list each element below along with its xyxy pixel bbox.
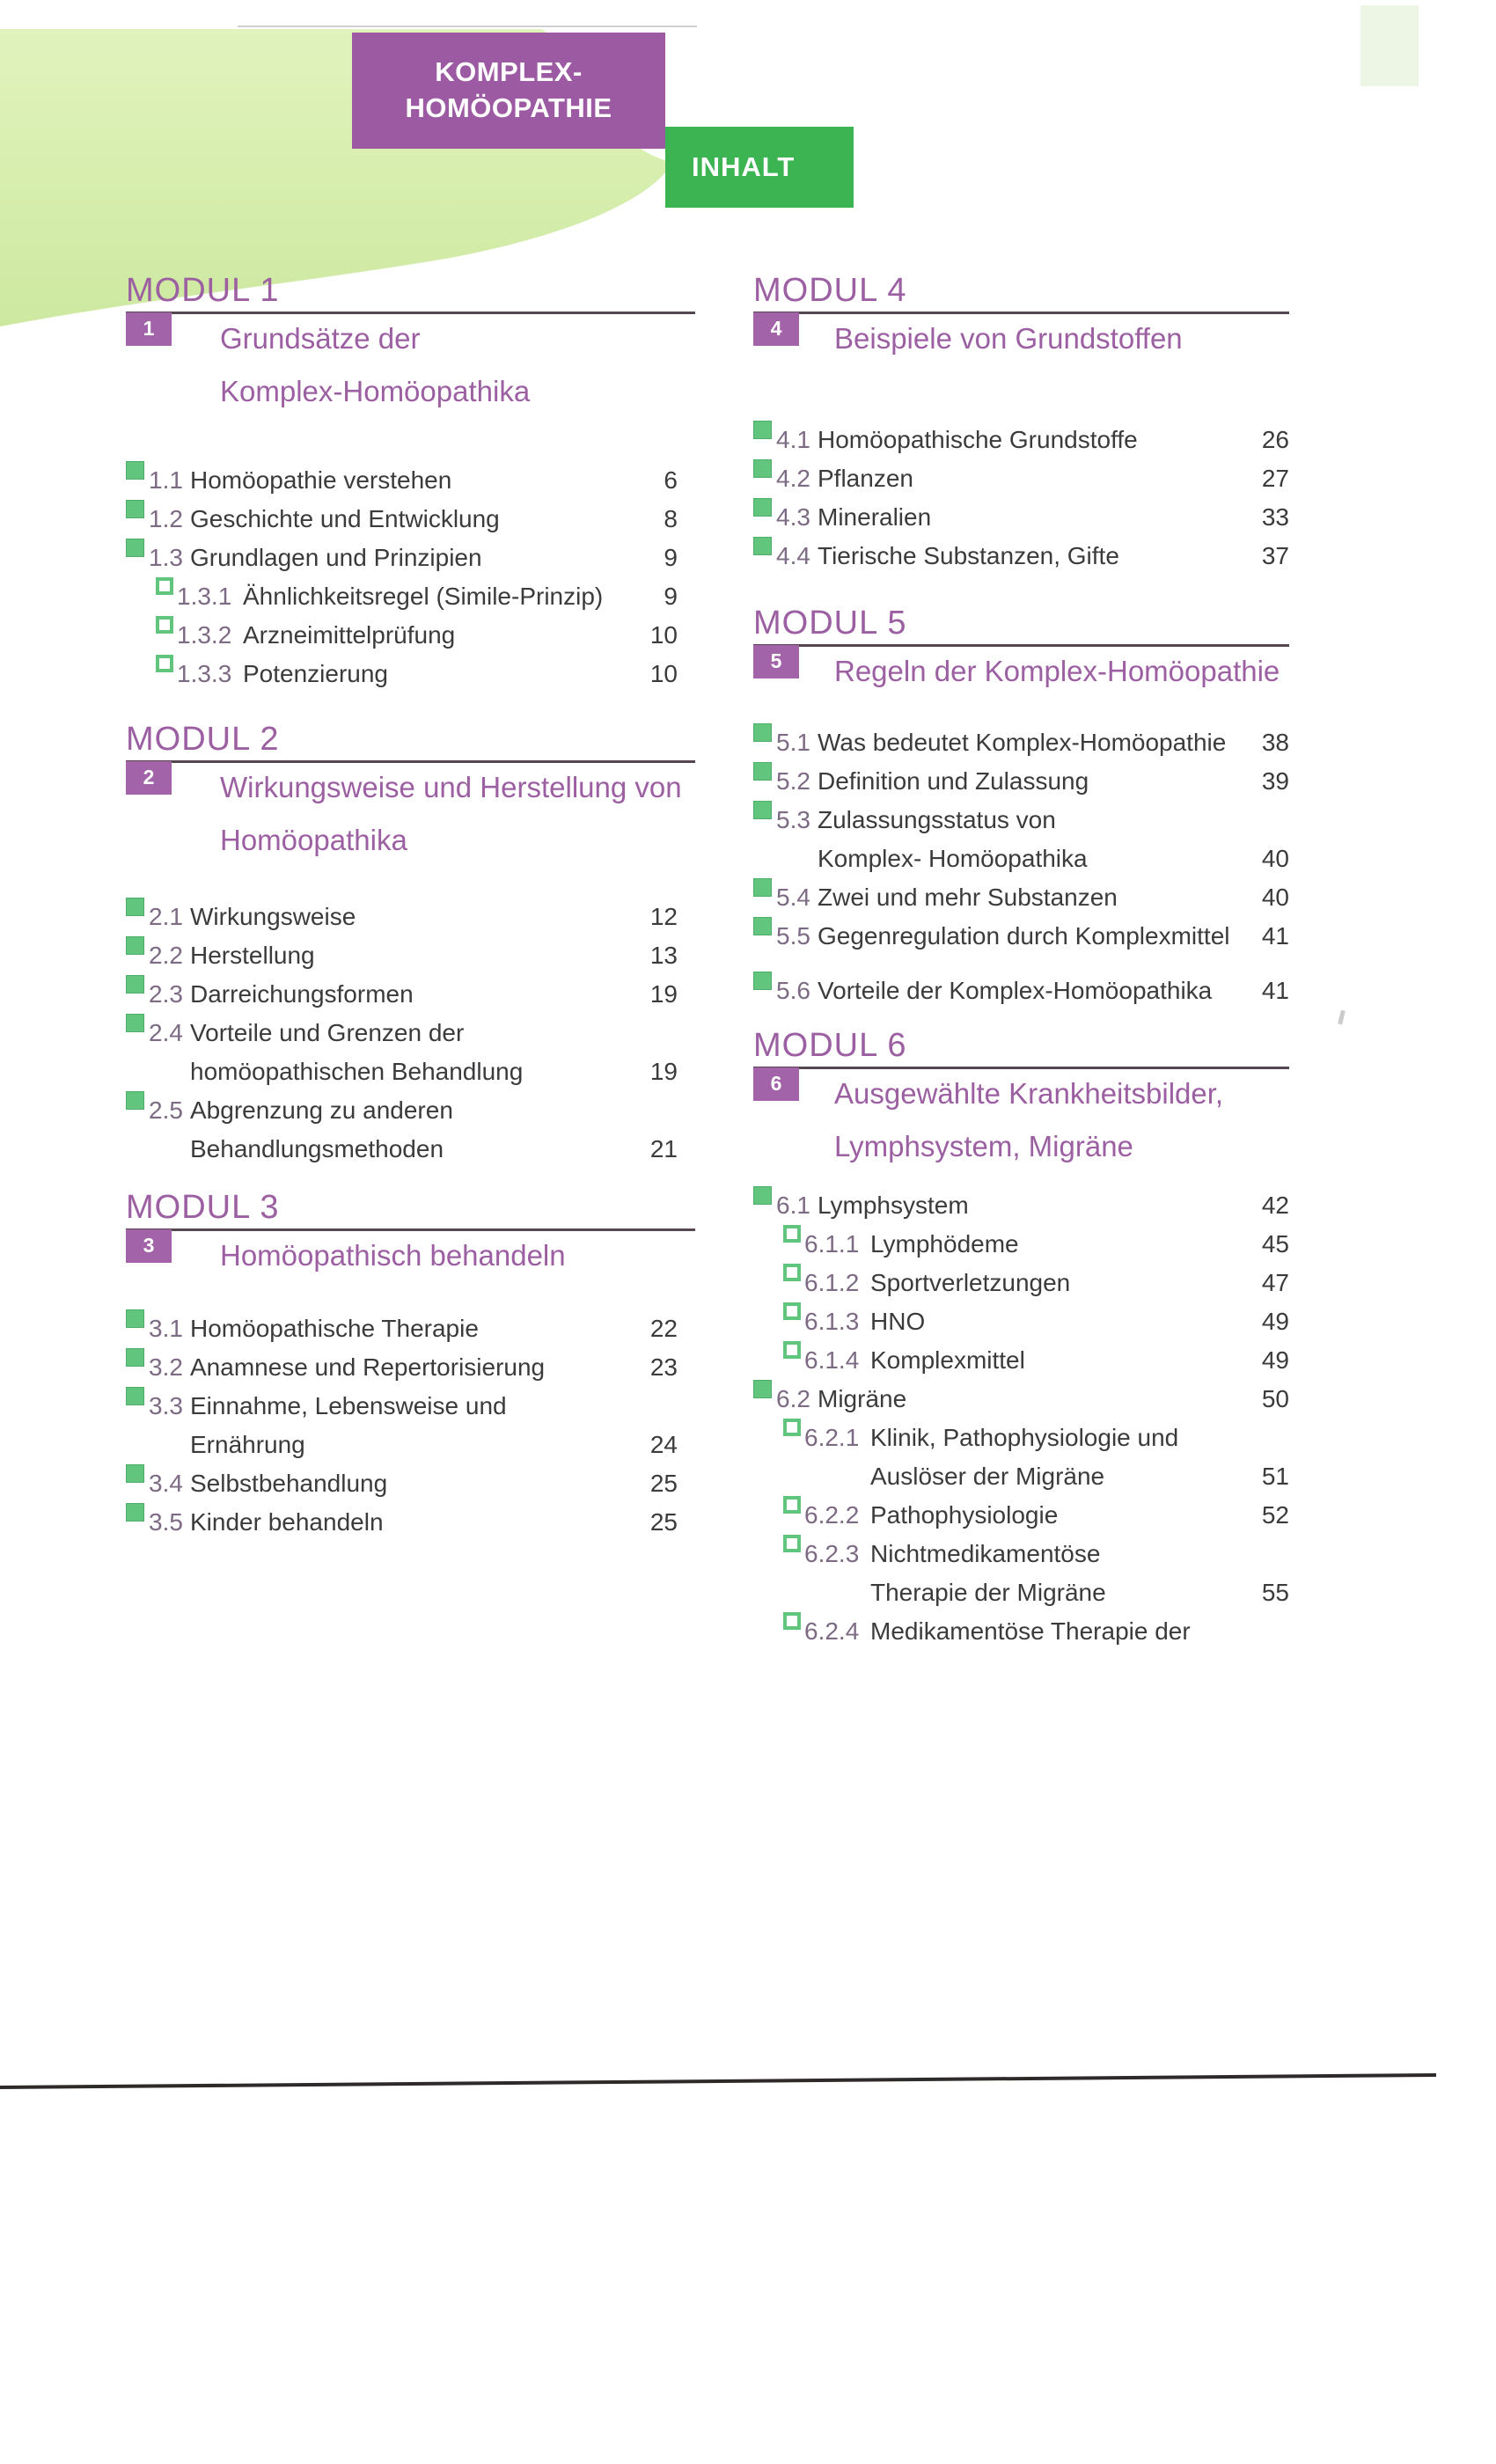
entry-text: Ernährung [190, 1431, 305, 1458]
entry-page-number: 10 [649, 660, 678, 687]
entry-text: Kinder behandeln [190, 1508, 384, 1536]
toc-row [753, 421, 1289, 459]
bullet-filled-icon [126, 461, 144, 480]
entry-number: 4.2 [776, 465, 810, 492]
bullet-filled-icon [753, 1380, 772, 1398]
module-number-badge: 1 [126, 312, 172, 346]
entry-page-number: 25 [649, 1508, 678, 1536]
entry-number: 6.1.1 [804, 1230, 860, 1258]
entry-text: Behandlungsmethoden [190, 1135, 444, 1162]
entry-text: Klinik, Pathophysiologie und [870, 1424, 1179, 1451]
entry-page-number: 40 [1261, 884, 1289, 911]
module-section [126, 721, 704, 1162]
bullet-filled-icon [753, 421, 772, 439]
module-title-line: Grundsätze der [220, 322, 421, 355]
entry-text: Zulassungsstatus von [818, 806, 1056, 833]
entry-text: Komplex- Homöopathika [818, 845, 1088, 872]
entry-number: 4.4 [776, 542, 810, 569]
entry-number: 1.3 [149, 544, 183, 571]
entry-page-number: 47 [1261, 1269, 1289, 1296]
module-title [220, 312, 530, 418]
bullet-open-icon [783, 1225, 801, 1243]
entry-number: 6.1.2 [804, 1269, 860, 1296]
toc-row [753, 1496, 1289, 1535]
entry-page-number: 39 [1261, 767, 1289, 795]
toc-row [753, 1612, 1289, 1651]
toc-row [753, 1264, 1289, 1302]
entry-number: 2.1 [149, 903, 183, 930]
module-title-line: Homöopathika [220, 824, 407, 856]
bullet-filled-icon [753, 723, 772, 742]
entry-text: Vorteile und Grenzen der [190, 1019, 465, 1046]
toc-row [753, 1341, 1289, 1380]
toc-row [753, 459, 1289, 498]
entry-number: 2.2 [149, 942, 183, 969]
toc-row [126, 539, 678, 577]
entry-page-number: 10 [649, 621, 678, 649]
module-number-badge: 5 [753, 645, 799, 678]
entry-text: Was bedeutet Komplex-Homöopathie [818, 729, 1227, 756]
entry-text: Homöopathische Therapie [190, 1315, 479, 1342]
entry-number: 4.1 [776, 426, 810, 453]
entry-text: Geschichte und Entwicklung [190, 505, 500, 532]
entry-text: Darreichungsformen [190, 980, 414, 1008]
bullet-filled-icon [753, 537, 772, 555]
entry-text: Mineralien [818, 503, 932, 531]
toc-row [126, 1130, 678, 1169]
entry-text: Lymphödeme [870, 1230, 1019, 1258]
entry-number: 1.3.1 [177, 583, 232, 610]
module-heading: MODUL 3 [126, 1190, 695, 1231]
entry-page-number: 45 [1261, 1230, 1289, 1258]
bullet-filled-icon [753, 498, 772, 517]
entry-number: 5.5 [776, 922, 810, 950]
entry-text: Anamnese und Repertorisierung [190, 1353, 546, 1381]
bullet-open-icon [783, 1264, 801, 1281]
bullet-filled-icon [753, 801, 772, 819]
toc-row [126, 577, 678, 616]
bullet-filled-icon [126, 1503, 144, 1522]
entry-text: Ähnlichkeitsregel (Simile-Prinzip) [243, 583, 604, 610]
entry-page-number: 9 [664, 583, 678, 610]
bottom-separator-line [0, 2066, 1496, 2096]
toc-row [126, 1464, 678, 1503]
entry-page-number: 42 [1261, 1192, 1289, 1219]
toc-row [126, 1052, 678, 1091]
bullet-filled-icon [126, 539, 144, 557]
entry-number: 6.2.4 [804, 1617, 860, 1645]
entry-page-number: 52 [1261, 1501, 1289, 1529]
module-number-badge: 2 [126, 761, 172, 795]
entry-text: Lymphsystem [818, 1192, 969, 1219]
toc-row [126, 500, 678, 539]
toc-row [126, 1348, 678, 1387]
entry-number: 2.4 [149, 1019, 183, 1046]
entry-number: 1.3.3 [177, 660, 232, 687]
module-title-line: Regeln der Komplex-Homöopathie [834, 655, 1280, 687]
entry-page-number: 24 [649, 1431, 678, 1458]
toc-row [753, 972, 1289, 1010]
entry-number: 6.2.3 [804, 1540, 860, 1567]
module-title [834, 312, 1183, 365]
entry-number: 3.3 [149, 1392, 183, 1419]
entry-page-number: 27 [1261, 465, 1289, 492]
toc-row [753, 1225, 1289, 1264]
toc-row [126, 1014, 678, 1052]
entry-number: 6.1 [776, 1192, 810, 1219]
module-number-badge: 3 [126, 1229, 172, 1263]
toc-row [753, 1302, 1289, 1341]
toc-row [126, 616, 678, 655]
entry-page-number: 49 [1261, 1346, 1289, 1374]
bullet-filled-icon [126, 898, 144, 916]
entry-text: Arzneimittelprüfung [243, 621, 456, 649]
entry-number: 5.1 [776, 729, 810, 756]
entry-number: 6.1.3 [804, 1308, 860, 1335]
entry-text: Medikamentöse Therapie der [870, 1617, 1191, 1645]
entry-page-number: 13 [649, 942, 678, 969]
toc-row [126, 975, 678, 1014]
entry-text: homöopathischen Behandlung [190, 1058, 524, 1085]
entry-page-number: 23 [649, 1353, 678, 1381]
entry-text: Gegenregulation durch Komplexmittel [818, 922, 1230, 950]
entry-page-number: 51 [1261, 1463, 1289, 1490]
brand-line-1: KOMPLEX- [435, 56, 583, 87]
scan-artifact-dash [1338, 1010, 1346, 1025]
entry-text: Pathophysiologie [870, 1501, 1059, 1529]
bullet-filled-icon [126, 1464, 144, 1483]
entry-page-number: 19 [649, 980, 678, 1008]
entry-number: 1.2 [149, 505, 183, 532]
entry-number: 5.4 [776, 884, 810, 911]
entry-text: Sportverletzungen [870, 1269, 1071, 1296]
module-section [126, 1189, 704, 1536]
module-title-line: Homöopathisch behandeln [220, 1239, 566, 1272]
toc-row [753, 917, 1289, 956]
module-title-line: Wirkungsweise und Herstellung von [220, 771, 682, 803]
entry-page-number: 26 [1261, 426, 1289, 453]
entry-number: 3.5 [149, 1508, 183, 1536]
toc-row [126, 1426, 678, 1464]
entry-text: Einnahme, Lebensweise und [190, 1392, 507, 1419]
bullet-filled-icon [126, 1309, 144, 1328]
toc-row [126, 936, 678, 975]
entry-number: 5.6 [776, 977, 810, 1004]
entry-number: 6.2.2 [804, 1501, 860, 1529]
toc-row [126, 1091, 678, 1130]
module-title-line: Beispiele von Grundstoffen [834, 322, 1183, 355]
module-title-line: Ausgewählte Krankheitsbilder, [834, 1077, 1224, 1110]
toc-row [753, 1573, 1289, 1612]
bullet-open-icon [783, 1535, 801, 1552]
entry-text: Zwei und mehr Substanzen [818, 884, 1118, 911]
toc-row [753, 801, 1289, 840]
toc-row [753, 723, 1289, 762]
entry-number: 5.3 [776, 806, 810, 833]
toc-row [753, 1535, 1289, 1573]
bullet-open-icon [783, 1341, 801, 1359]
entry-text: Pflanzen [818, 465, 913, 492]
entry-text: Grundlagen und Prinzipien [190, 544, 482, 571]
entry-number: 2.5 [149, 1096, 183, 1124]
entry-page-number: 41 [1261, 977, 1289, 1004]
entry-text: Therapie der Migräne [870, 1579, 1106, 1606]
entry-text: Homöopathische Grundstoffe [818, 426, 1138, 453]
toc-row [126, 655, 678, 693]
toc-row [126, 898, 678, 936]
entry-number: 6.2 [776, 1385, 810, 1412]
entry-page-number: 8 [664, 505, 678, 532]
bullet-open-icon [156, 577, 173, 595]
bullet-filled-icon [126, 975, 144, 994]
entry-text: Definition und Zulassung [818, 767, 1089, 795]
entry-number: 3.4 [149, 1470, 183, 1497]
toc-row [753, 762, 1289, 801]
entry-number: 5.2 [776, 767, 810, 795]
toc-row [753, 498, 1289, 537]
entry-number: 3.1 [149, 1315, 183, 1342]
toc-row [126, 461, 678, 500]
entry-number: 6.1.4 [804, 1346, 860, 1374]
entry-text: Vorteile der Komplex-Homöopathika [818, 977, 1213, 1004]
entry-text: Herstellung [190, 942, 315, 969]
bullet-open-icon [156, 655, 173, 672]
brand-line-2: HOMÖOPATHIE [405, 92, 612, 123]
inhalt-box: INHALT [665, 127, 854, 208]
entry-page-number: 12 [649, 903, 678, 930]
module-section [126, 272, 704, 687]
toc-row [126, 1387, 678, 1426]
entry-text: Abgrenzung zu anderen [190, 1096, 453, 1124]
bullet-filled-icon [753, 1186, 772, 1205]
module-number-badge: 4 [753, 312, 799, 346]
entry-page-number: 40 [1261, 845, 1289, 872]
module-section [753, 1027, 1298, 1645]
entry-page-number: 49 [1261, 1308, 1289, 1335]
toc-row [753, 1457, 1289, 1496]
bullet-filled-icon [126, 936, 144, 955]
entry-page-number: 41 [1261, 922, 1289, 950]
module-title [220, 761, 682, 867]
bullet-filled-icon [753, 972, 772, 990]
entry-text: Selbstbehandlung [190, 1470, 388, 1497]
toc-row [126, 1503, 678, 1542]
module-title [220, 1229, 566, 1282]
entry-page-number: 6 [664, 466, 678, 494]
bullet-filled-icon [126, 1387, 144, 1405]
bullet-filled-icon [753, 878, 772, 897]
entry-text: Auslöser der Migräne [870, 1463, 1105, 1490]
toc-row [753, 878, 1289, 917]
toc-row [753, 840, 1289, 878]
entry-number: 1.3.2 [177, 621, 232, 649]
scan-top-edge-line [238, 26, 697, 27]
toc-row [753, 1186, 1289, 1225]
entry-text: HNO [870, 1308, 926, 1335]
entry-text: Tierische Substanzen, Gifte [818, 542, 1119, 569]
entry-text: Potenzierung [243, 660, 389, 687]
entry-page-number: 55 [1261, 1579, 1289, 1606]
bullet-filled-icon [126, 1014, 144, 1032]
toc-row [753, 537, 1289, 576]
entry-text: Homöopathie verstehen [190, 466, 452, 494]
bullet-filled-icon [753, 459, 772, 478]
brand-box [352, 33, 665, 149]
module-title [834, 645, 1280, 698]
entry-number: 4.3 [776, 503, 810, 531]
bullet-open-icon [783, 1496, 801, 1514]
module-title-line: Lymphsystem, Migräne [834, 1130, 1133, 1162]
bullet-open-icon [156, 616, 173, 634]
module-number-badge: 6 [753, 1067, 799, 1101]
module-heading: MODUL 4 [753, 273, 1289, 314]
entry-page-number: 9 [664, 544, 678, 571]
scan-corner-tint [1360, 5, 1419, 86]
module-heading: MODUL 6 [753, 1028, 1289, 1069]
entry-text: Komplexmittel [870, 1346, 1025, 1374]
module-section [753, 272, 1298, 569]
entry-text: Wirkungsweise [190, 903, 356, 930]
entry-page-number: 25 [649, 1470, 678, 1497]
entry-number: 1.1 [149, 466, 183, 494]
entry-text: Nichtmedikamentöse [870, 1540, 1101, 1567]
entry-page-number: 33 [1261, 503, 1289, 531]
bullet-filled-icon [753, 917, 772, 935]
module-title [834, 1067, 1223, 1173]
entry-page-number: 21 [649, 1135, 678, 1162]
entry-number: 2.3 [149, 980, 183, 1008]
toc-row [126, 1309, 678, 1348]
entry-page-number: 19 [649, 1058, 678, 1085]
entry-number: 3.2 [149, 1353, 183, 1381]
module-title-line: Komplex-Homöopathika [220, 375, 531, 407]
entry-text: Migräne [818, 1385, 907, 1412]
bullet-filled-icon [126, 1091, 144, 1110]
entry-page-number: 37 [1261, 542, 1289, 569]
module-heading: MODUL 2 [126, 722, 695, 763]
toc-row [753, 1419, 1289, 1457]
entry-number: 6.2.1 [804, 1424, 860, 1451]
entry-page-number: 50 [1261, 1385, 1289, 1412]
bullet-filled-icon [753, 762, 772, 781]
module-heading: MODUL 1 [126, 273, 695, 314]
bullet-filled-icon [126, 1348, 144, 1367]
module-section [753, 605, 1298, 1004]
entry-page-number: 22 [649, 1315, 678, 1342]
entry-page-number: 38 [1261, 729, 1289, 756]
bullet-open-icon [783, 1419, 801, 1436]
toc-row [753, 1380, 1289, 1419]
bullet-filled-icon [126, 500, 144, 518]
bullet-open-icon [783, 1612, 801, 1630]
bullet-open-icon [783, 1302, 801, 1320]
module-heading: MODUL 5 [753, 605, 1289, 647]
